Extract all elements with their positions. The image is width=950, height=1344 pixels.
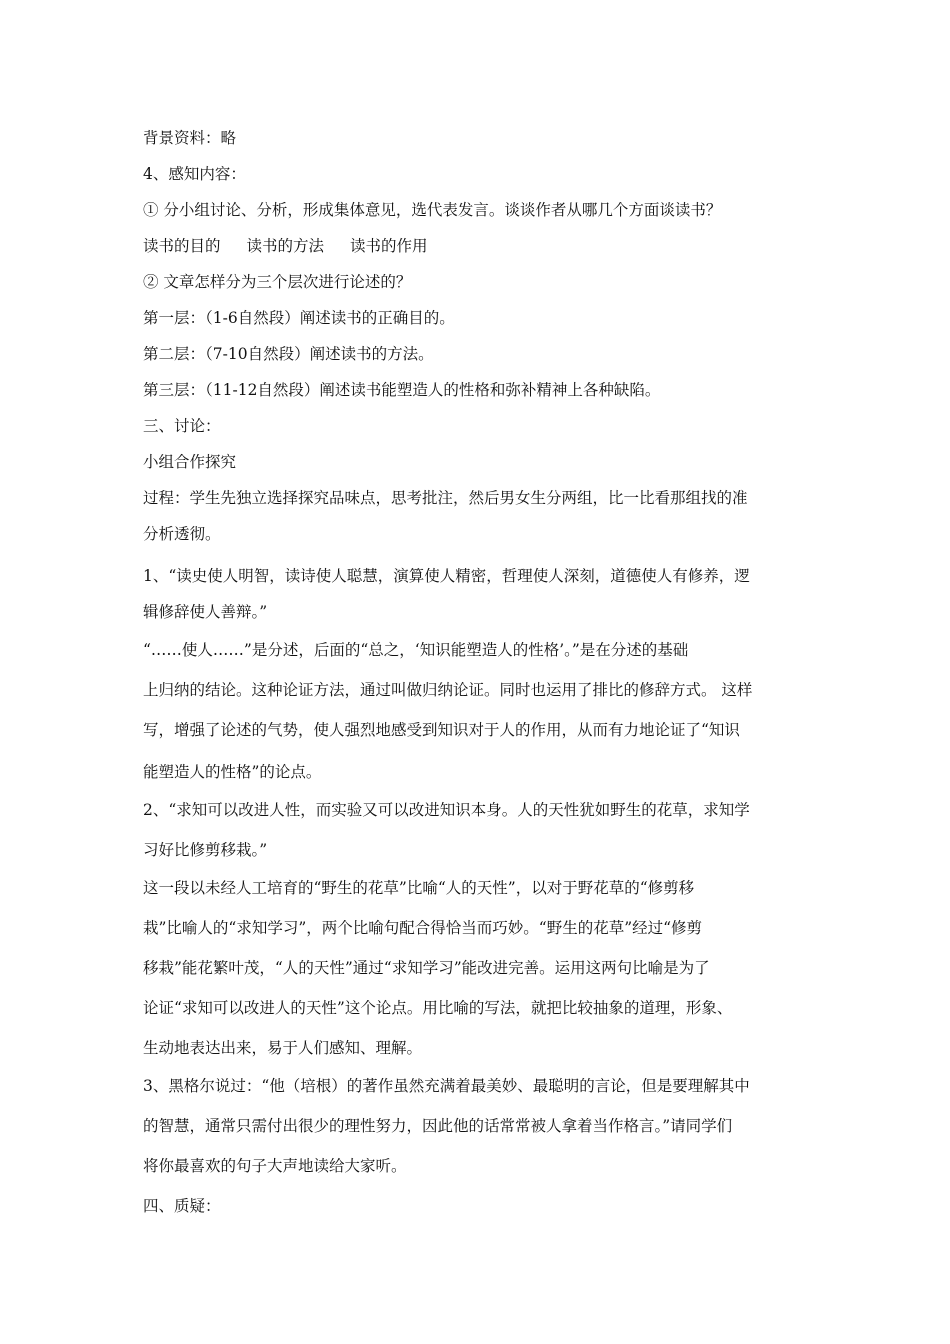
text-line: 1、“读史使人明智，读诗使人聪慧，演算使人精密，哲理使人深刻，道德使人有修养，逻	[143, 567, 750, 585]
text-line: 能塑造人的性格”的论点。	[143, 763, 322, 781]
text-line: 分析透彻。	[143, 525, 221, 543]
background-line: 背景资料：略	[143, 129, 237, 147]
text-line: 生动地表达出来，易于人们感知、理解。	[143, 1039, 423, 1057]
text-line: 辑修辞使人善辩。”	[143, 603, 268, 621]
section-heading: 四、质疑：	[143, 1197, 221, 1215]
text-line: 这一段以未经人工培育的“野生的花草”比喻“人的天性”，以对于野花草的“修剪移	[143, 879, 695, 897]
text-line: 2、“求知可以改进人性，而实验又可以改进知识本身。人的天性犹如野生的花草，求知学	[143, 801, 750, 819]
text-line: 上归纳的结论。这种论证方法，通过叫做归纳论证。同时也运用了排比的修辞方式。 这样	[143, 681, 753, 699]
text-line: 的智慧，通常只需付出很少的理性努力，因此他的话常常被人拿着当作格言。”请同学们	[143, 1117, 733, 1135]
text-line: 论证“求知可以改进人的天性”这个论点。用比喻的写法，就把比较抽象的道理，形象、	[143, 999, 733, 1017]
section-heading: 三、讨论：	[143, 417, 221, 435]
text-line: 第二层：（7-10自然段）阐述读书的方法。	[143, 345, 434, 363]
text-line: 第三层：（11-12自然段）阐述读书能塑造人的性格和弥补精神上各种缺陷。	[143, 381, 661, 399]
text-line: 3、黑格尔说过：“他（培根）的著作虽然充满着最美妙、最聪明的言论，但是要理解其中	[143, 1077, 750, 1095]
aspect-item: 读书的目的	[143, 237, 221, 255]
text-line: ① 分小组讨论、分析，形成集体意见，选代表发言。谈谈作者从哪几个方面谈读书？	[143, 201, 722, 219]
text-line: 第一层：（1-6自然段）阐述读书的正确目的。	[143, 309, 455, 327]
text-line: 栽”比喻人的“求知学习”，两个比喻句配合得恰当而巧妙。“野生的花草”经过“修剪	[143, 919, 703, 937]
text-line: 写，增强了论述的气势，使人强烈地感受到知识对于人的作用，从而有力地论证了“知识	[143, 721, 740, 739]
text-line: “……使人……”是分述，后面的“总之，‘知识能塑造人的性格’。”是在分述的基础	[143, 641, 689, 659]
text-line: 小组合作探究	[143, 453, 237, 471]
aspects-row	[143, 236, 428, 256]
text-line: ② 文章怎样分为三个层次进行论述的？	[143, 273, 412, 291]
aspect-item: 读书的方法	[246, 237, 325, 255]
aspect-item: 读书的作用	[350, 237, 428, 255]
text-line: 过程：学生先独立选择探究品味点，思考批注，然后男女生分两组，比一比看那组找的准	[143, 489, 748, 507]
text-line: 习好比修剪移栽。”	[143, 841, 268, 859]
text-line: 移栽”能花繁叶茂，“人的天性”通过“求知学习”能改进完善。运用这两句比喻是为了	[143, 959, 710, 977]
text-line: 将你最喜欢的句子大声地读给大家听。	[143, 1157, 407, 1175]
section-heading: 4、感知内容：	[143, 165, 246, 183]
